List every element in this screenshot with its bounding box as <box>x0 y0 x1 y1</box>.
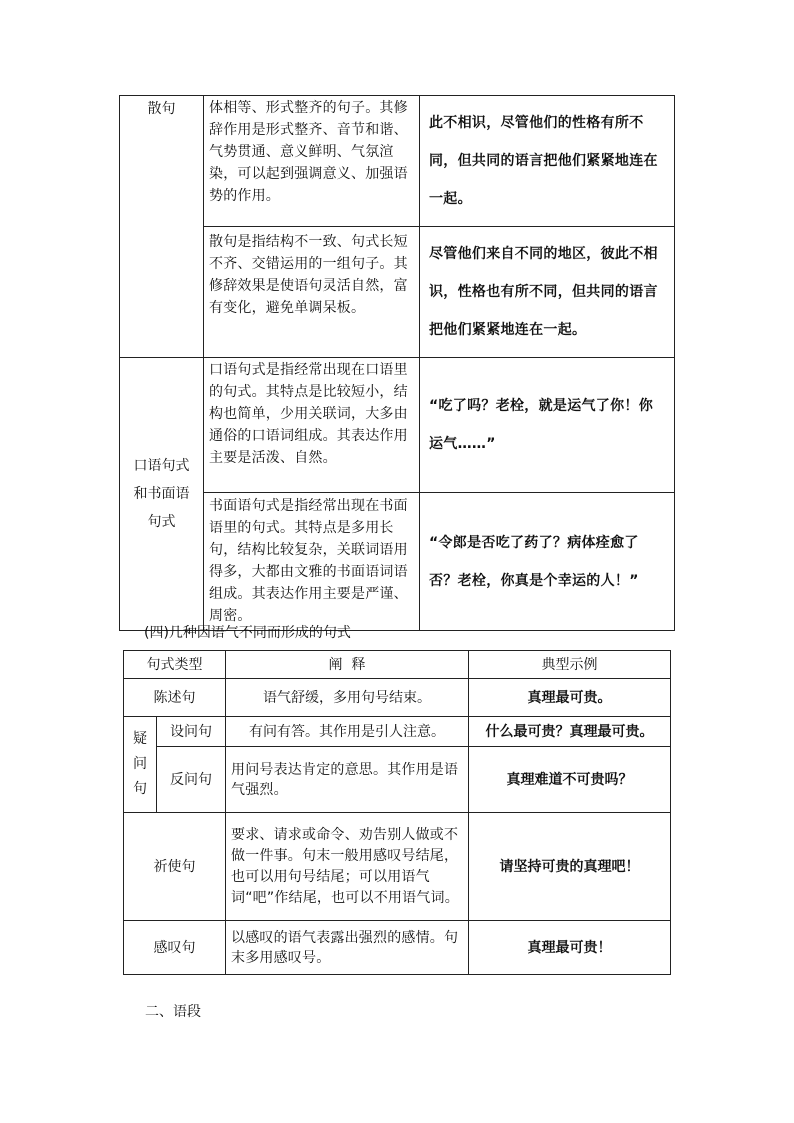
type-cell: 祈使句 <box>124 813 226 921</box>
table-row <box>120 96 675 227</box>
type-cell: 口语句式和书面语句式 <box>120 358 204 631</box>
desc-cell: 有问有答。其作用是引人注意。 <box>226 717 469 747</box>
type-cell: 感叹句 <box>124 921 226 975</box>
table-row <box>124 747 671 813</box>
example-cell: 此不相识，尽管他们的性格有所不同，但共同的语言把他们紧紧地连在一起。 <box>420 96 675 227</box>
header-explanation: 阐 释 <box>226 651 469 679</box>
desc-cell: 以感叹的语气表露出强烈的感情。句末多用感叹号。 <box>226 921 469 975</box>
section-heading: 二、语段 <box>145 1004 201 1020</box>
desc-cell: 口语句式是指经常出现在口语里的句式。其特点是比较短小，结构也简单，少用关联词，大多由通俗的口语词组成。其表达作用主要是活泼、自然。 <box>204 358 420 493</box>
group-char: 句 <box>133 781 147 797</box>
type-cell: 陈述句 <box>124 679 226 717</box>
table-row <box>120 493 675 631</box>
subsection-heading: (四)几种因语气不同而形成的句式 <box>144 625 351 641</box>
example-cell: 请坚持可贵的真理吧！ <box>469 813 671 921</box>
desc-cell: 书面语句式是指经常出现在书面语里的句式。其特点是多用长句，结构比较复杂，关联词语用得多，大都由文雅的书面语词语组成。其表达作用主要是严谨、周密。 <box>204 493 420 631</box>
table-row <box>124 679 671 717</box>
example-cell: 真理最可贵！ <box>469 921 671 975</box>
table-row <box>120 227 675 358</box>
sentence-style-table-1 <box>119 95 675 631</box>
table-header-row <box>124 651 671 679</box>
desc-cell: 语气舒缓，多用句号结束。 <box>226 679 469 717</box>
question-group-cell <box>124 717 157 813</box>
mood-sentence-table <box>123 650 671 975</box>
table-row <box>124 717 671 747</box>
type-cell: 设问句 <box>157 717 226 747</box>
table-row <box>120 358 675 493</box>
type-cell: 反问句 <box>157 747 226 813</box>
desc-cell: 用问号表达肯定的意思。其作用是语气强烈。 <box>226 747 469 813</box>
desc-cell: 要求、请求或命令、劝告别人做或不做一件事。句末一般用感叹号结尾，也可以用句号结尾；可以用语气词“吧”作结尾，也可以不用语气词。 <box>226 813 469 921</box>
example-cell: 尽管他们来自不同的地区，彼此不相识，性格也有所不同，但共同的语言把他们紧紧地连在一起。 <box>420 227 675 358</box>
example-cell: “吃了吗？老栓，就是运气了你！你运气……” <box>420 358 675 493</box>
desc-cell: 体相等、形式整齐的句子。其修辞作用是形式整齐、音节和谐、气势贯通、意义鲜明、气氛渲染，可以起到强调意义、加强语势的作用。 <box>204 96 420 227</box>
example-cell: 真理难道不可贵吗？ <box>469 747 671 813</box>
table-row <box>124 813 671 921</box>
example-cell: 真理最可贵。 <box>469 679 671 717</box>
example-cell: 什么最可贵？真理最可贵。 <box>469 717 671 747</box>
header-example: 典型示例 <box>469 651 671 679</box>
desc-cell: 散句是指结构不一致、句式长短不齐、交错运用的一组句子。其修辞效果是使语句灵活自然，富有变化，避免单调呆板。 <box>204 227 420 358</box>
type-cell: 散句 <box>120 96 204 358</box>
table-row <box>124 921 671 975</box>
header-type: 句式类型 <box>124 651 226 679</box>
group-char: 问 <box>133 756 147 772</box>
group-char: 疑 <box>133 731 147 747</box>
example-cell: “令郎是否吃了药了？病体痊愈了否？老栓，你真是个幸运的人！” <box>420 493 675 631</box>
